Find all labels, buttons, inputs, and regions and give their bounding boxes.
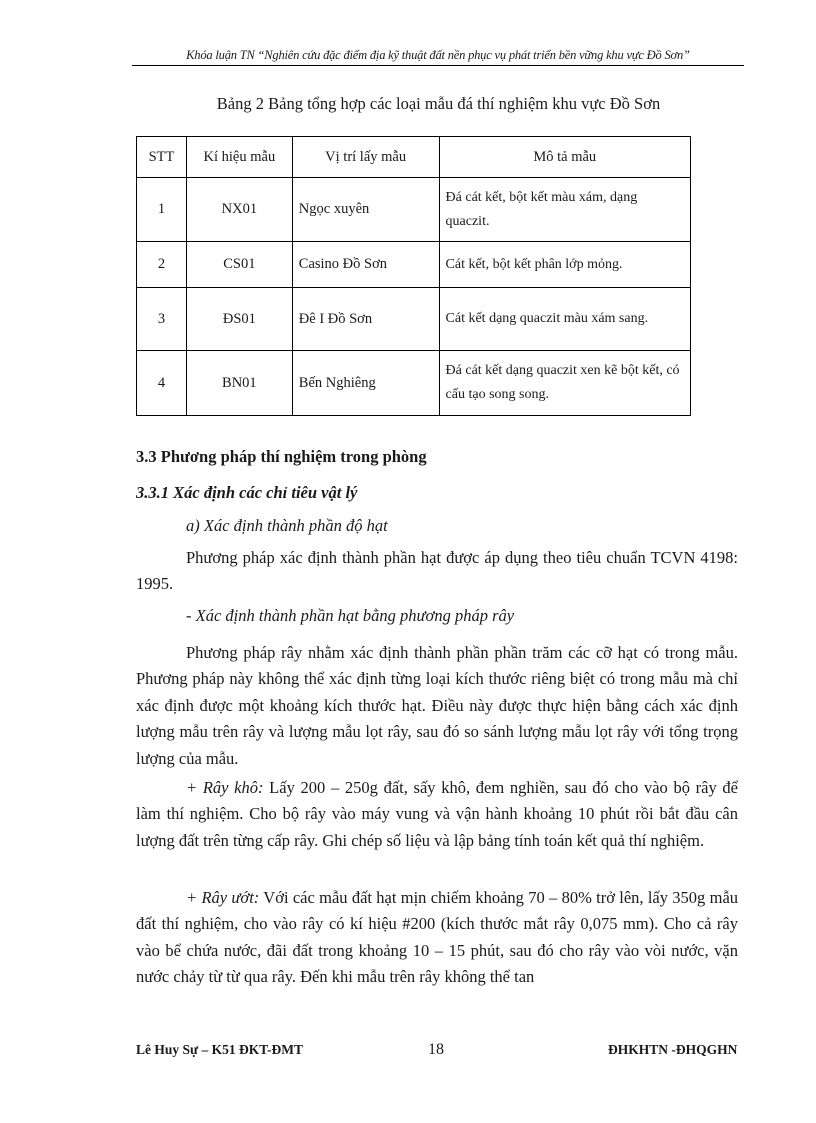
running-header: Khóa luận TN “Nghiên cứu đặc điểm địa kỹ thuật đất nền phục vụ phát triển bền vững khu vực Đồ Sơn” (186, 48, 690, 62)
cell-stt: 3 (137, 288, 187, 351)
header-rule (132, 65, 744, 66)
dry-sieve-lead: + Rây khô: (186, 778, 264, 797)
cell-desc: Cát kết, bột kết phân lớp mỏng. (439, 242, 690, 288)
cell-stt: 4 (137, 351, 187, 416)
paragraph-dry-sieve (136, 775, 738, 854)
cell-location: Casino Đồ Sơn (292, 242, 439, 288)
table-caption: Bảng 2 Bảng tổng hợp các loại mẫu đá thí nghiệm khu vực Đồ Sơn (216, 94, 661, 113)
table-row (137, 242, 691, 288)
paragraph-wet-sieve (136, 885, 738, 991)
sieve-method-heading: - Xác định thành phần hạt bằng phương pháp rây (186, 606, 515, 625)
cell-desc: Đá cát kết dạng quaczit xen kẽ bột kết, có cấu tạo song song. (439, 351, 690, 416)
dry-sieve-body: Lấy 200 – 250g đất, sấy khô, đem nghiền, sau đó cho vào bộ rây để làm thí nghiệm. Cho bộ rây vào máy vung và vận hành khoảng 10 phút rồi bắt đầu cân lượng đất trên từng cấp rây. Ghi chép số liệu và lập bảng tính toán kết quả thí nghiệm. (136, 778, 738, 850)
cell-location: Đê I Đồ Sơn (292, 288, 439, 351)
cell-code: ĐS01 (186, 288, 292, 351)
cell-code: NX01 (186, 178, 292, 242)
cell-code: CS01 (186, 242, 292, 288)
col-header-desc: Mô tả mẫu (439, 137, 690, 178)
footer-author: Lê Huy Sự – K51 ĐKT-ĐMT (136, 1042, 303, 1057)
sample-table (136, 136, 691, 416)
table-header-row (137, 137, 691, 178)
cell-location: Ngọc xuyên (292, 178, 439, 242)
paragraph-standard: Phương pháp xác định thành phần hạt được áp dụng theo tiêu chuẩn TCVN 4198: 1995. (136, 548, 738, 594)
cell-stt: 1 (137, 178, 187, 242)
table-row (137, 178, 691, 242)
wet-sieve-lead: + Rây ướt: (186, 888, 260, 907)
col-header-stt: STT (137, 137, 187, 178)
col-header-code: Kí hiệu mẫu (186, 137, 292, 178)
cell-desc: Đá cát kết, bột kết màu xám, dạng quaczit. (439, 178, 690, 242)
cell-stt: 2 (137, 242, 187, 288)
col-header-location: Vị trí lấy mẫu (292, 137, 439, 178)
wet-sieve-body: Với các mẫu đất hạt mịn chiếm khoảng 70 – 80% trở lên, lấy 350g mẫu đất thí nghiệm, cho vào rây có kí hiệu #200 (kích thước mắt rây 0,075 mm). Cho cả rây vào bể chứa nước, đãi đất trong khoảng 10 – 15 phút, sau đó cho rây vào vòi nước, vặn nước chảy từ từ qua rây. Đến khi mẫu trên rây không thể tan (136, 888, 739, 987)
table-row (137, 288, 691, 351)
section-heading: 3.3 Phương pháp thí nghiệm trong phòng (136, 447, 427, 466)
paragraph-sieve-method: Phương pháp rây nhằm xác định thành phần phần trăm các cỡ hạt có trong mẫu. Phương pháp này không thể xác định từng loại kích thước riêng biệt có trong mẫu mà chỉ xác định được một khoảng kích thước hạt. Điều này được thực hiện bằng cách xác định lượng mẫu trên rây và lượng mẫu lọt rây, sau đó so sánh lượng mẫu lọt rây với tổng trọng lượng của mẫu. (136, 643, 738, 768)
subsection-heading: 3.3.1 Xác định các chỉ tiêu vật lý (136, 483, 358, 502)
cell-code: BN01 (186, 351, 292, 416)
page-number: 18 (428, 1041, 444, 1058)
table-row (137, 351, 691, 416)
footer-institution: ĐHKHTN -ĐHQGHN (608, 1042, 738, 1057)
item-a-heading: a) Xác định thành phần độ hạt (186, 516, 388, 535)
cell-location: Bến Nghiêng (292, 351, 439, 416)
cell-desc: Cát kết dạng quaczit màu xám sang. (439, 288, 690, 351)
